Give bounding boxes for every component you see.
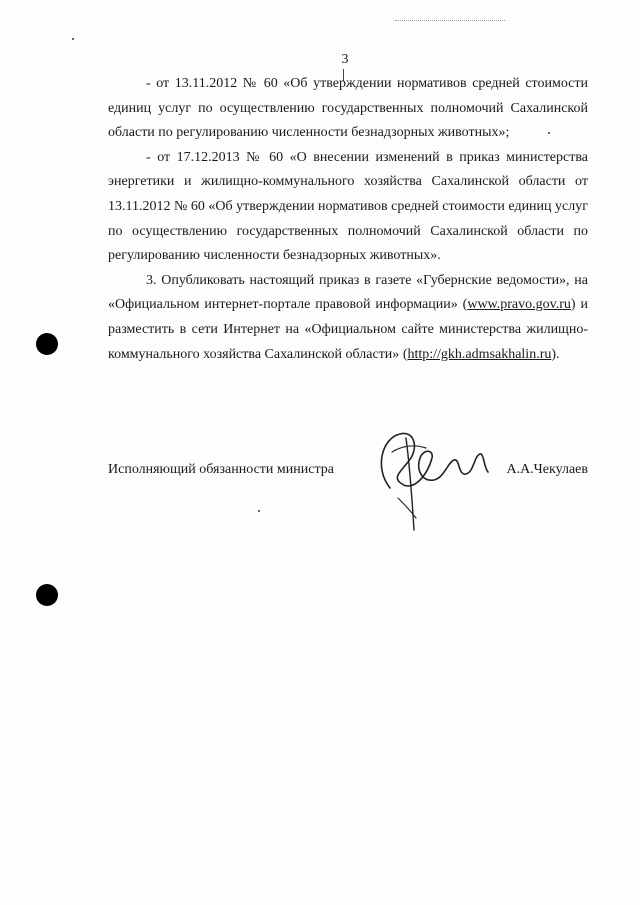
- scan-artifact-line: [395, 20, 505, 22]
- signature-block: [108, 462, 588, 492]
- gkh-link[interactable]: http://gkh.admsakhalin.ru: [407, 346, 552, 362]
- scan-artifact-dot: [258, 510, 260, 512]
- amendment-item-1: - от 13.11.2012 № 60 «Об утверждении нормативов средней стоимости единиц услуг по осуществлению государственных полномочий Сахалинской области по регулированию численности безнадзорных животных»;: [108, 76, 588, 141]
- page-number: 3: [341, 52, 349, 67]
- publication-lead: 3. Опубликовать настоящий приказ в газете «Губернские ведомости», на «Официальном интернет-портале правовой информации»: [108, 272, 588, 313]
- punch-hole-upper: [36, 333, 58, 355]
- amendment-item-2: - от 17.12.2013 № 60 «О внесении изменений в приказ министерства энергетики и жилищно-коммунального хозяйства Сахалинской области от 13.11.2012 № 60 «Об утверждении нормативов средней стоимости единиц услуг по осуществлению государственных полномочий Сахалинской области по регулированию численности безнадзорных животных».: [108, 149, 588, 264]
- signatory-role: Исполняющий обязанности министра: [108, 462, 334, 477]
- pravo-link[interactable]: www.pravo.gov.ru: [467, 297, 571, 313]
- publication-clause: 3. Опубликовать настоящий приказ в газете «Губернские ведомости», на «Официальном интернет-портале правовой информации» (www.pravo.gov.ru) и разместить в сети Интернет на «Официальном сайте министерства жилищно-коммунального хозяйства Сахалинской области» (http://gkh.admsakhalin.ru).: [108, 272, 588, 362]
- signatory-name: А.А.Чекулаев: [506, 462, 588, 477]
- handwritten-signature: [362, 418, 502, 538]
- document-body: [108, 72, 588, 367]
- publication-middle: и разместить в сети Интернет на «Официальном сайте министерства жилищно-коммунального хозяйства Сахалинской области»: [108, 297, 588, 362]
- scan-artifact-dot: [72, 38, 74, 40]
- punch-hole-lower: [36, 584, 58, 606]
